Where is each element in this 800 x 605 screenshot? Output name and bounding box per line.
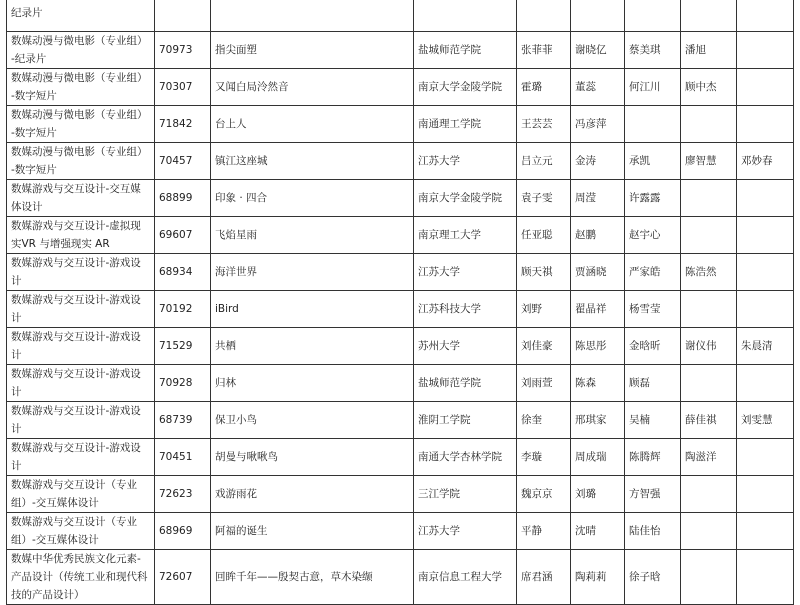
member-cell (681, 550, 737, 605)
member-cell: 任亚聪 (517, 217, 571, 254)
member-cell: 周成瑞 (571, 439, 625, 476)
school-cell: 江苏大学 (414, 254, 517, 291)
title-cell: 阿福的诞生 (211, 513, 414, 550)
member-cell: 顾中杰 (681, 69, 737, 106)
member-cell: 承凯 (625, 143, 681, 180)
table-row (7, 180, 794, 217)
member-cell: 陈浩然 (681, 254, 737, 291)
table-row (7, 106, 794, 143)
school-cell: 南京信息工程大学 (414, 550, 517, 605)
category-cell: 数媒游戏与交互设计-游戏设计 (7, 365, 155, 402)
member-cell (681, 0, 737, 32)
member-cell: 顾天祺 (517, 254, 571, 291)
category-cell: 数媒游戏与交互设计-虚拟现实VR 与增强现实 AR (7, 217, 155, 254)
member-cell: 陈森 (571, 365, 625, 402)
title-cell: 保卫小鸟 (211, 402, 414, 439)
id-cell: 70192 (155, 291, 211, 328)
school-cell: 南京理工大学 (414, 217, 517, 254)
table-row (7, 439, 794, 476)
member-cell (625, 106, 681, 143)
id-cell: 71529 (155, 328, 211, 365)
title-cell: 胡曼与啾啾鸟 (211, 439, 414, 476)
member-cell: 严家皓 (625, 254, 681, 291)
title-cell: 飞焰星雨 (211, 217, 414, 254)
member-cell: 蔡美琪 (625, 32, 681, 69)
title-cell: 又闻白局泠然音 (211, 69, 414, 106)
category-cell: 数媒游戏与交互设计-游戏设计 (7, 439, 155, 476)
school-cell: 淮阴工学院 (414, 402, 517, 439)
category-cell: 数媒游戏与交互设计-游戏设计 (7, 254, 155, 291)
school-cell: 苏州大学 (414, 328, 517, 365)
member-cell: 翟晶祥 (571, 291, 625, 328)
title-cell: iBird (211, 291, 414, 328)
member-cell: 张菲菲 (517, 32, 571, 69)
category-cell: 数媒动漫与微电影（专业组）-数字短片 (7, 106, 155, 143)
table-row (7, 217, 794, 254)
member-cell: 刘佳豪 (517, 328, 571, 365)
title-cell: 戏游雨花 (211, 476, 414, 513)
member-cell: 金晗昕 (625, 328, 681, 365)
member-cell (681, 106, 737, 143)
title-cell: 指尖面塑 (211, 32, 414, 69)
member-cell: 刘雨萱 (517, 365, 571, 402)
table-row (7, 291, 794, 328)
table-row (7, 365, 794, 402)
title-cell: 回眸千年——殷契古意，草木染缬 (211, 550, 414, 605)
title-cell: 海洋世界 (211, 254, 414, 291)
member-cell (737, 254, 794, 291)
category-cell: 纪录片 (7, 0, 155, 32)
member-cell (737, 32, 794, 69)
member-cell: 邓妙春 (737, 143, 794, 180)
id-cell: 70973 (155, 32, 211, 69)
id-cell: 70307 (155, 69, 211, 106)
id-cell: 68934 (155, 254, 211, 291)
table-row (7, 32, 794, 69)
id-cell: 70451 (155, 439, 211, 476)
member-cell: 刘雯慧 (737, 402, 794, 439)
member-cell: 冯彦萍 (571, 106, 625, 143)
member-cell: 顾磊 (625, 365, 681, 402)
member-cell (681, 180, 737, 217)
school-cell: 江苏大学 (414, 143, 517, 180)
member-cell (681, 513, 737, 550)
member-cell (625, 0, 681, 32)
member-cell (681, 291, 737, 328)
member-cell (737, 217, 794, 254)
member-cell: 朱晨清 (737, 328, 794, 365)
table-row (7, 143, 794, 180)
member-cell: 许露露 (625, 180, 681, 217)
member-cell: 陶莉莉 (571, 550, 625, 605)
table-row (7, 476, 794, 513)
member-cell: 徐子晗 (625, 550, 681, 605)
member-cell (737, 0, 794, 32)
member-cell: 霍璐 (517, 69, 571, 106)
school-cell: 江苏科技大学 (414, 291, 517, 328)
member-cell: 陆佳怡 (625, 513, 681, 550)
school-cell: 盐城师范学院 (414, 365, 517, 402)
category-cell: 数媒游戏与交互设计（专业组）-交互媒体设计 (7, 476, 155, 513)
member-cell (737, 291, 794, 328)
member-cell (737, 513, 794, 550)
category-cell: 数媒游戏与交互设计-交互媒体设计 (7, 180, 155, 217)
school-cell (414, 0, 517, 32)
member-cell: 陈腾辉 (625, 439, 681, 476)
results-table (6, 0, 794, 605)
table-body (7, 0, 794, 605)
member-cell: 袁子雯 (517, 180, 571, 217)
school-cell: 南通理工学院 (414, 106, 517, 143)
member-cell (571, 0, 625, 32)
category-cell: 数媒动漫与微电影（专业组）-数字短片 (7, 69, 155, 106)
school-cell: 南京大学金陵学院 (414, 180, 517, 217)
school-cell: 盐城师范学院 (414, 32, 517, 69)
member-cell: 薛佳祺 (681, 402, 737, 439)
id-cell: 68739 (155, 402, 211, 439)
member-cell: 沈晴 (571, 513, 625, 550)
member-cell: 刘野 (517, 291, 571, 328)
title-cell: 台上人 (211, 106, 414, 143)
id-cell: 72607 (155, 550, 211, 605)
member-cell: 董蕊 (571, 69, 625, 106)
category-cell: 数媒动漫与微电影（专业组）-纪录片 (7, 32, 155, 69)
member-cell: 李璇 (517, 439, 571, 476)
id-cell (155, 0, 211, 32)
category-cell: 数媒动漫与微电影（专业组）-数字短片 (7, 143, 155, 180)
member-cell: 贾涵晓 (571, 254, 625, 291)
id-cell: 68899 (155, 180, 211, 217)
member-cell (737, 439, 794, 476)
title-cell: 镇江这座城 (211, 143, 414, 180)
id-cell: 71842 (155, 106, 211, 143)
member-cell (737, 476, 794, 513)
category-cell: 数媒游戏与交互设计-游戏设计 (7, 328, 155, 365)
member-cell: 赵宇心 (625, 217, 681, 254)
member-cell (681, 217, 737, 254)
member-cell: 何江川 (625, 69, 681, 106)
member-cell: 平静 (517, 513, 571, 550)
member-cell: 吴楠 (625, 402, 681, 439)
member-cell: 周滢 (571, 180, 625, 217)
category-cell: 数媒游戏与交互设计-游戏设计 (7, 291, 155, 328)
table-row (7, 0, 794, 32)
member-cell (737, 106, 794, 143)
member-cell: 魏京京 (517, 476, 571, 513)
member-cell (737, 69, 794, 106)
school-cell: 三江学院 (414, 476, 517, 513)
title-cell: 归林 (211, 365, 414, 402)
member-cell (737, 180, 794, 217)
table-row (7, 513, 794, 550)
id-cell: 69607 (155, 217, 211, 254)
member-cell: 潘旭 (681, 32, 737, 69)
member-cell: 席君涵 (517, 550, 571, 605)
member-cell: 谢仪伟 (681, 328, 737, 365)
title-cell: 共栖 (211, 328, 414, 365)
member-cell: 金涛 (571, 143, 625, 180)
member-cell: 刘璐 (571, 476, 625, 513)
school-cell: 江苏大学 (414, 513, 517, 550)
member-cell (681, 476, 737, 513)
member-cell: 杨雪莹 (625, 291, 681, 328)
member-cell (517, 0, 571, 32)
member-cell: 邢琪家 (571, 402, 625, 439)
school-cell: 南通大学杏林学院 (414, 439, 517, 476)
member-cell (737, 365, 794, 402)
table-row (7, 254, 794, 291)
member-cell: 谢晓亿 (571, 32, 625, 69)
member-cell: 陶滋洋 (681, 439, 737, 476)
member-cell: 吕立元 (517, 143, 571, 180)
member-cell: 王芸芸 (517, 106, 571, 143)
id-cell: 70928 (155, 365, 211, 402)
table-row (7, 550, 794, 605)
member-cell (681, 365, 737, 402)
category-cell: 数媒游戏与交互设计（专业组）-交互媒体设计 (7, 513, 155, 550)
title-cell: 印象 · 四合 (211, 180, 414, 217)
id-cell: 72623 (155, 476, 211, 513)
member-cell: 陈思彤 (571, 328, 625, 365)
category-cell: 数媒中华优秀民族文化元素-产品设计（传统工业和现代科技的产品设计） (7, 550, 155, 605)
id-cell: 68969 (155, 513, 211, 550)
member-cell (737, 550, 794, 605)
table-row (7, 69, 794, 106)
member-cell: 赵鹏 (571, 217, 625, 254)
school-cell: 南京大学金陵学院 (414, 69, 517, 106)
table-row (7, 328, 794, 365)
member-cell: 廖智慧 (681, 143, 737, 180)
table-row (7, 402, 794, 439)
category-cell: 数媒游戏与交互设计-游戏设计 (7, 402, 155, 439)
id-cell: 70457 (155, 143, 211, 180)
member-cell: 徐奎 (517, 402, 571, 439)
member-cell: 方智强 (625, 476, 681, 513)
title-cell (211, 0, 414, 32)
